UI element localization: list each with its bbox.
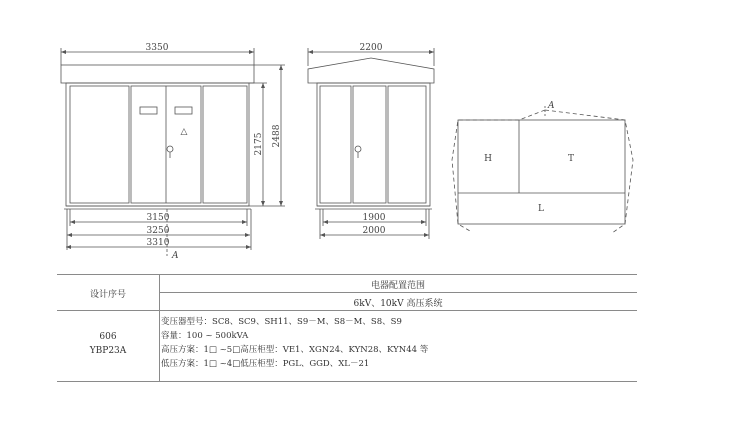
- spec-low-voltage-scheme: 低压方案：1□ ~4□低压柜型：PGL、GGD、XL－21: [161, 359, 370, 369]
- dim-side-inner-1: 1900: [362, 213, 386, 223]
- table-header-rule: [57, 310, 637, 311]
- dim-side-width: 2200: [359, 43, 383, 53]
- dim-front-inner-1: 3150: [146, 213, 170, 223]
- front-view: [61, 48, 285, 256]
- design-number: 606: [99, 332, 117, 342]
- dim-front-inner-2: 3250: [146, 226, 170, 236]
- table-top-rule: [57, 274, 637, 275]
- plan-label-l: L: [538, 204, 544, 214]
- section-mark-a-bottom: A: [172, 251, 179, 261]
- spec-high-voltage-scheme: 高压方案：1□ ~5□高压柜型：VE1、XGN24、KYN28、KYN44 等: [161, 345, 429, 355]
- dim-side-inner-2: 2000: [362, 226, 386, 236]
- dim-front-width: 3350: [145, 43, 169, 53]
- section-mark-a-plan: A: [548, 101, 555, 111]
- table-bottom-rule: [57, 381, 637, 382]
- header-config-range: 电器配置范围: [370, 281, 425, 291]
- warning-triangle-icon: △: [180, 127, 188, 137]
- dim-height-total: 2488: [272, 124, 282, 148]
- header-design-number: 设计序号: [89, 290, 126, 300]
- header-voltage-system: 6kV、10kV 高压系统: [353, 299, 443, 309]
- dim-front-inner-3: 3310: [146, 238, 170, 248]
- table-header-divider: [159, 292, 637, 293]
- config-table: [57, 274, 637, 382]
- plan-label-h: H: [484, 154, 492, 164]
- dim-height-body: 2175: [254, 132, 264, 156]
- spec-transformer-models: 变压器型号：SC8、SC9、SH11、S9－M、S8－M、S8、S9: [161, 317, 402, 327]
- model-code: YBP23A: [89, 346, 127, 356]
- spec-capacity: 容量：100 ~ 500kVA: [161, 331, 249, 341]
- side-view: [308, 48, 434, 239]
- plan-label-t: T: [567, 154, 575, 164]
